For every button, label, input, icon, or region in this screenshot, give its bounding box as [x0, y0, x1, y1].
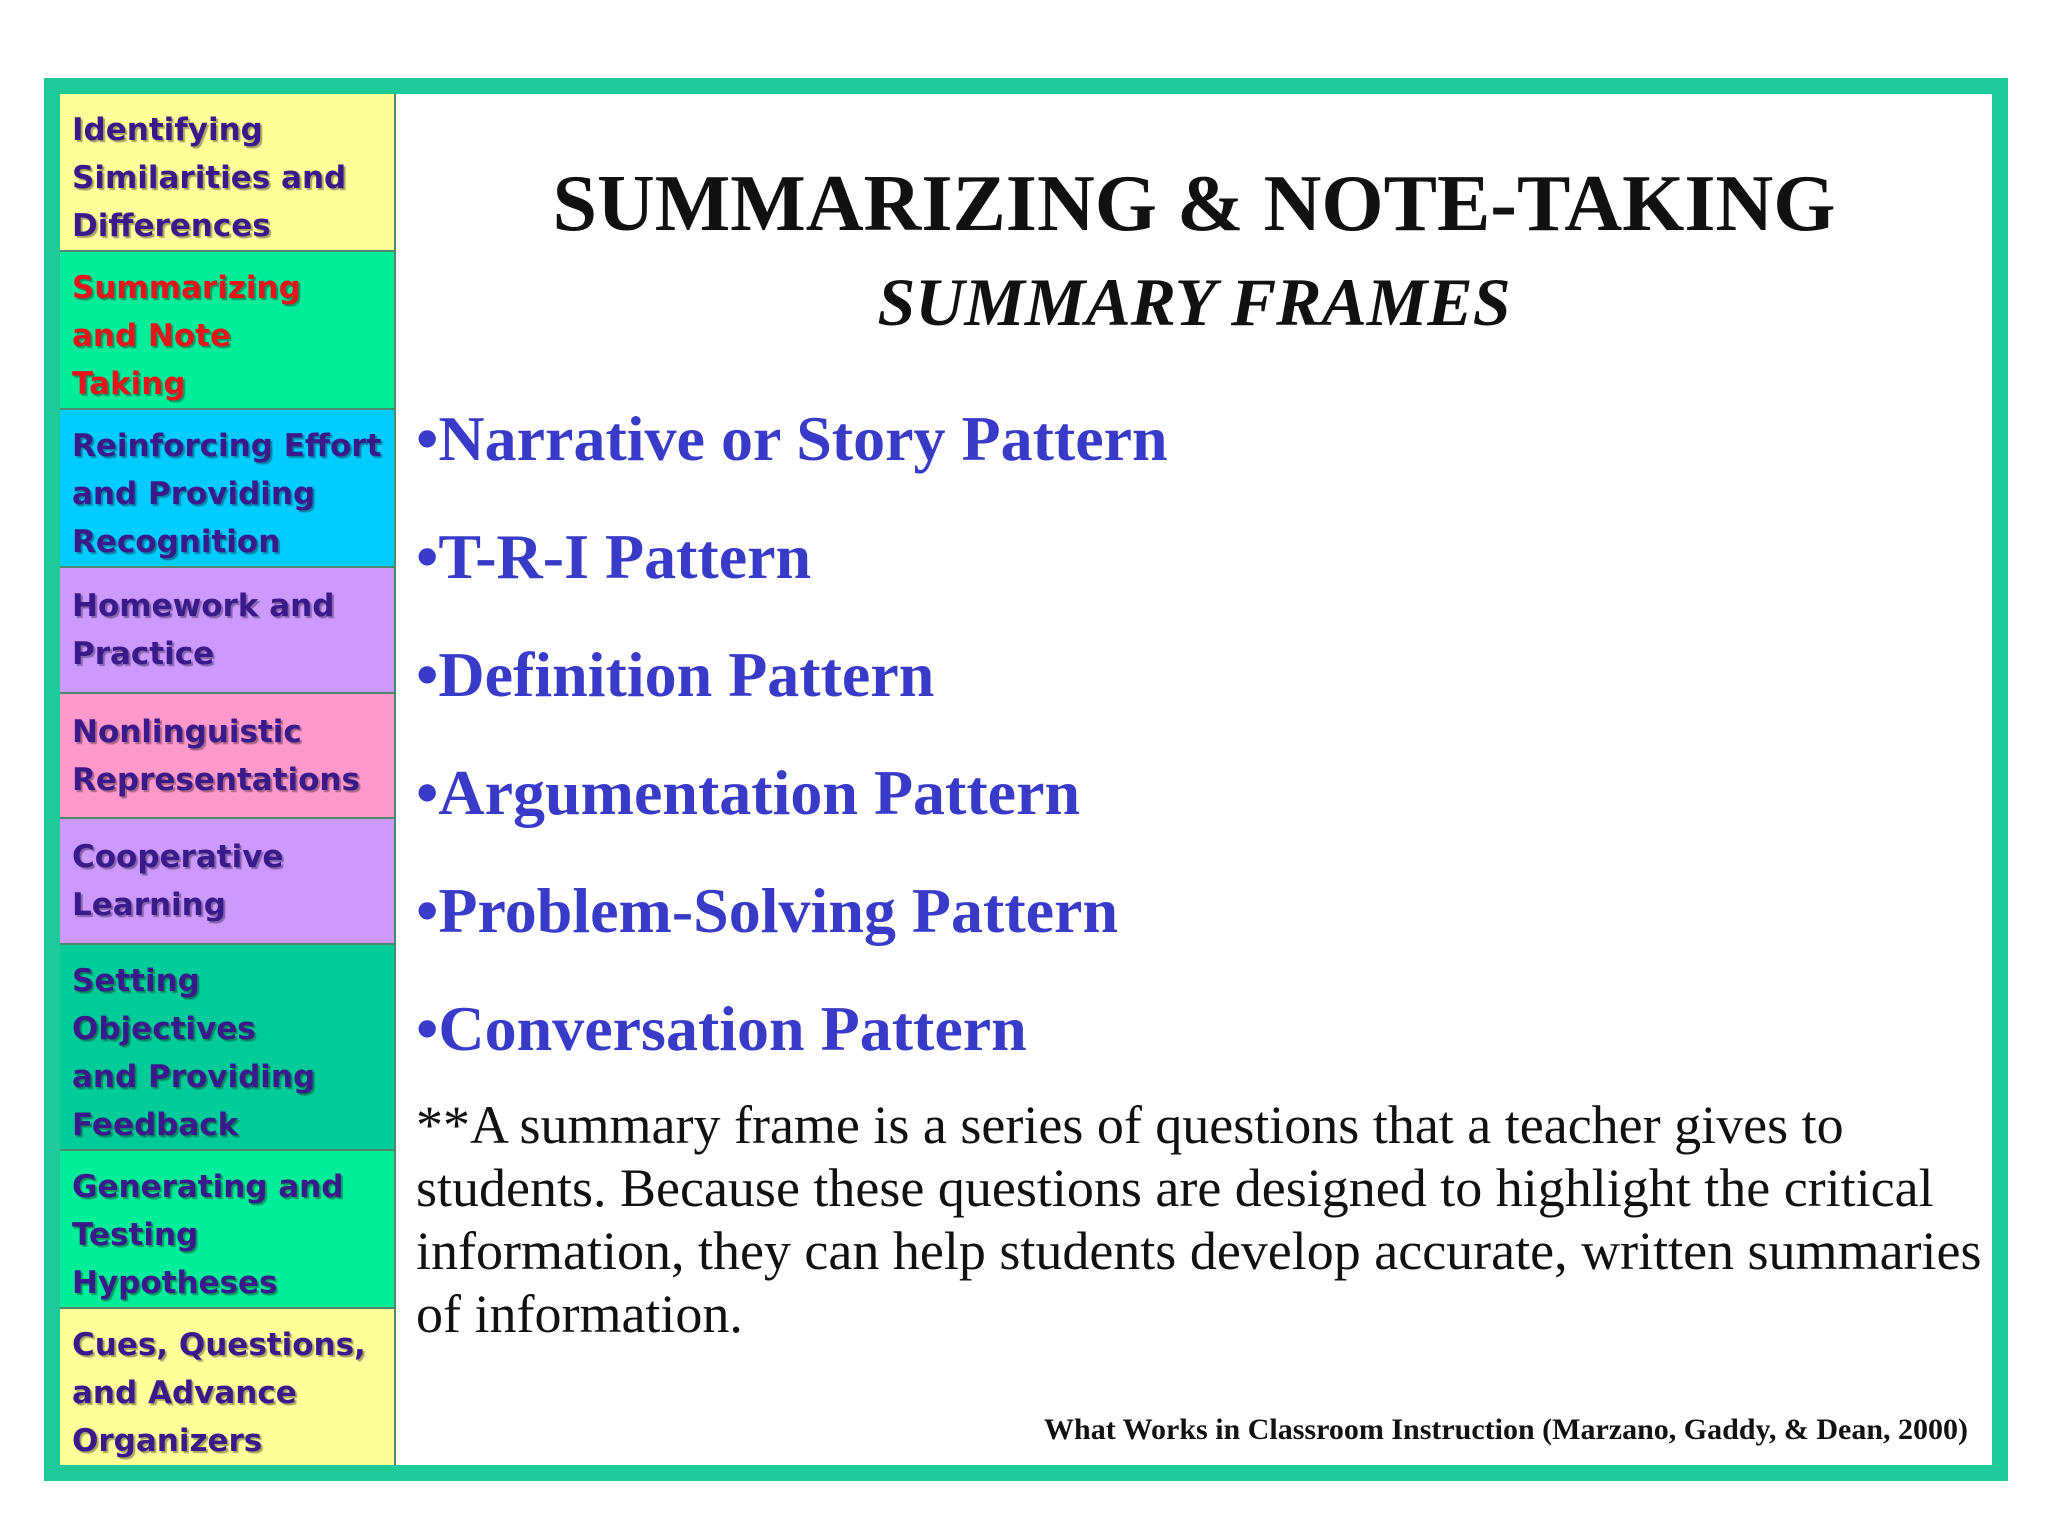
page-title: SUMMARIZING & NOTE-TAKING	[552, 160, 1836, 248]
sidebar-item-label: Setting Objectives and Providing Feedback	[72, 963, 316, 1144]
pattern-argumentation: •Argumentation Pattern	[416, 757, 1081, 828]
sidebar-item-objectives[interactable]	[60, 945, 394, 1151]
citation: What Works in Classroom Instruction (Marzano, Gaddy, & Dean, 2000)	[1044, 1413, 1968, 1446]
sidebar-item-similarities[interactable]	[60, 94, 394, 252]
page-subtitle: SUMMARY FRAMES	[877, 264, 1511, 340]
sidebar-item-label: Cues, Questions, and Advance Organizers	[72, 1327, 366, 1460]
sidebar-item-cooperative[interactable]	[60, 819, 394, 945]
sidebar-item-hypotheses[interactable]	[60, 1151, 394, 1309]
sidebar-item-label: Generating and Testing Hypotheses	[72, 1169, 344, 1302]
sidebar-item-reinforcing-effort[interactable]	[60, 410, 394, 568]
sidebar-item-cues[interactable]	[60, 1309, 394, 1465]
sidebar-item-label: Homework and Practice	[72, 587, 335, 672]
sidebar-item-summarizing[interactable]	[60, 252, 394, 410]
sidebar-item-label: Nonlinguistic Representations	[72, 713, 360, 798]
pattern-conversation: •Conversation Pattern	[416, 993, 1027, 1064]
pattern-problem-solving: •Problem-Solving Pattern	[416, 875, 1119, 946]
summary-frame-note: **A summary frame is a series of questions that a teacher gives to students. Because these questions are designed to highlight the critical information, they can help students develop accurate, written summaries of information.	[416, 1095, 1982, 1344]
slide-content	[396, 94, 1992, 1465]
sidebar-item-nonlinguistic[interactable]	[60, 694, 394, 820]
pattern-tri: •T-R-I Pattern	[416, 521, 812, 592]
sidebar-item-label: Cooperative Learning	[72, 839, 284, 924]
sidebar-nav	[60, 94, 396, 1465]
pattern-list	[416, 380, 1168, 1088]
slide-frame	[44, 78, 2008, 1481]
pattern-narrative: •Narrative or Story Pattern	[416, 403, 1168, 474]
sidebar-item-label: Identifying Similarities and Differences	[72, 112, 347, 244]
sidebar-item-homework[interactable]	[60, 568, 394, 694]
slide-canvas	[60, 94, 1992, 1465]
sidebar-item-label: Reinforcing Effort and Providing Recognition	[72, 428, 382, 560]
pattern-definition: •Definition Pattern	[416, 639, 935, 710]
sidebar-item-label: Summarizing and Note Taking	[72, 270, 301, 402]
